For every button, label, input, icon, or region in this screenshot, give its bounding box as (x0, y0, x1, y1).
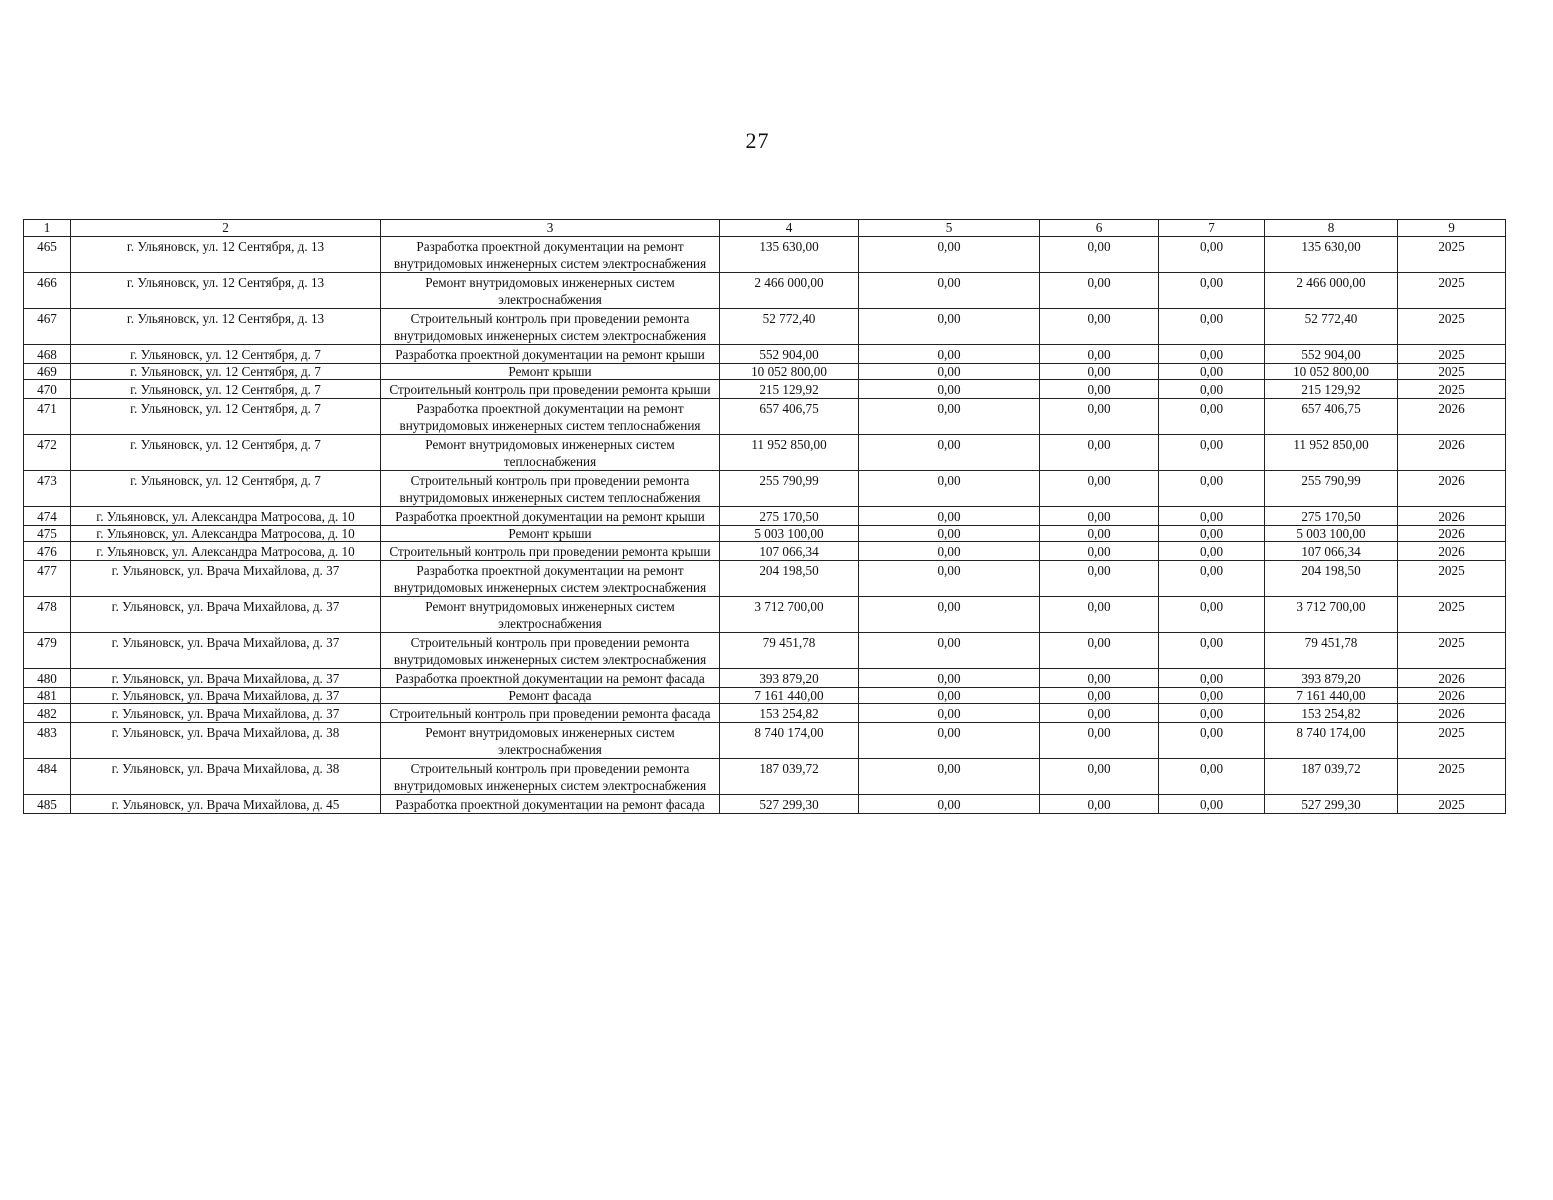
table-row (24, 759, 1506, 795)
amount-col5-cell: 0,00 (859, 561, 1040, 597)
amount-col8-cell: 107 066,34 (1265, 542, 1398, 561)
amount-col7-cell: 0,00 (1159, 723, 1265, 759)
works-table (23, 219, 1506, 814)
address-cell: г. Ульяновск, ул. Александра Матросова, д. 10 (71, 507, 381, 526)
amount-total-cell: 552 904,00 (720, 345, 859, 364)
amount-col5-cell: 0,00 (859, 704, 1040, 723)
work-type-cell: Ремонт внутридомовых инженерных систем теплоснабжения (381, 435, 720, 471)
amount-col7-cell: 0,00 (1159, 561, 1265, 597)
table-row (24, 561, 1506, 597)
work-type-cell: Строительный контроль при проведении ремонта фасада (381, 704, 720, 723)
address-cell: г. Ульяновск, ул. Врача Михайлова, д. 37 (71, 669, 381, 688)
amount-col6-cell: 0,00 (1040, 633, 1159, 669)
amount-col8-cell: 527 299,30 (1265, 795, 1398, 814)
amount-col8-cell: 552 904,00 (1265, 345, 1398, 364)
table-row (24, 526, 1506, 542)
year-cell: 2025 (1398, 759, 1506, 795)
row-number: 482 (24, 704, 71, 723)
amount-col7-cell: 0,00 (1159, 364, 1265, 380)
amount-total-cell: 8 740 174,00 (720, 723, 859, 759)
work-type-cell: Строительный контроль при проведении ремонта внутридомовых инженерных систем электроснабжения (381, 309, 720, 345)
amount-col6-cell: 0,00 (1040, 723, 1159, 759)
row-number: 470 (24, 380, 71, 399)
page-number: 27 (745, 128, 770, 153)
amount-total-cell: 79 451,78 (720, 633, 859, 669)
amount-total-cell: 52 772,40 (720, 309, 859, 345)
amount-total-cell: 153 254,82 (720, 704, 859, 723)
column-header: 6 (1040, 220, 1159, 237)
row-number: 466 (24, 273, 71, 309)
amount-col8-cell: 7 161 440,00 (1265, 688, 1398, 704)
table-row (24, 345, 1506, 364)
amount-col6-cell: 0,00 (1040, 309, 1159, 345)
amount-col8-cell: 10 052 800,00 (1265, 364, 1398, 380)
work-type-cell: Разработка проектной документации на ремонт внутридомовых инженерных систем электроснабжения (381, 237, 720, 273)
amount-col5-cell: 0,00 (859, 669, 1040, 688)
amount-col5-cell: 0,00 (859, 273, 1040, 309)
row-number: 473 (24, 471, 71, 507)
work-type-cell: Разработка проектной документации на ремонт внутридомовых инженерных систем теплоснабжения (381, 399, 720, 435)
amount-total-cell: 11 952 850,00 (720, 435, 859, 471)
row-number: 481 (24, 688, 71, 704)
row-number: 485 (24, 795, 71, 814)
amount-col6-cell: 0,00 (1040, 688, 1159, 704)
amount-col8-cell: 52 772,40 (1265, 309, 1398, 345)
amount-col8-cell: 393 879,20 (1265, 669, 1398, 688)
amount-col5-cell: 0,00 (859, 345, 1040, 364)
amount-col7-cell: 0,00 (1159, 237, 1265, 273)
amount-col5-cell: 0,00 (859, 795, 1040, 814)
table-row (24, 399, 1506, 435)
row-number: 472 (24, 435, 71, 471)
amount-col5-cell: 0,00 (859, 633, 1040, 669)
amount-col7-cell: 0,00 (1159, 526, 1265, 542)
amount-col7-cell: 0,00 (1159, 273, 1265, 309)
amount-total-cell: 527 299,30 (720, 795, 859, 814)
table-row (24, 309, 1506, 345)
amount-col6-cell: 0,00 (1040, 380, 1159, 399)
amount-col6-cell: 0,00 (1040, 273, 1159, 309)
table-row (24, 795, 1506, 814)
amount-col7-cell: 0,00 (1159, 795, 1265, 814)
amount-col6-cell: 0,00 (1040, 669, 1159, 688)
year-cell: 2026 (1398, 399, 1506, 435)
year-cell: 2025 (1398, 795, 1506, 814)
year-cell: 2026 (1398, 542, 1506, 561)
amount-col8-cell: 8 740 174,00 (1265, 723, 1398, 759)
year-cell: 2026 (1398, 471, 1506, 507)
address-cell: г. Ульяновск, ул. Врача Михайлова, д. 37 (71, 704, 381, 723)
amount-total-cell: 187 039,72 (720, 759, 859, 795)
amount-col8-cell: 153 254,82 (1265, 704, 1398, 723)
amount-col5-cell: 0,00 (859, 309, 1040, 345)
amount-col7-cell: 0,00 (1159, 704, 1265, 723)
amount-total-cell: 107 066,34 (720, 542, 859, 561)
address-cell: г. Ульяновск, ул. 12 Сентября, д. 7 (71, 399, 381, 435)
row-number: 484 (24, 759, 71, 795)
year-cell: 2025 (1398, 633, 1506, 669)
column-header: 8 (1265, 220, 1398, 237)
amount-col7-cell: 0,00 (1159, 542, 1265, 561)
year-cell: 2025 (1398, 309, 1506, 345)
row-number: 471 (24, 399, 71, 435)
row-number: 480 (24, 669, 71, 688)
amount-col6-cell: 0,00 (1040, 471, 1159, 507)
table-row (24, 471, 1506, 507)
amount-col5-cell: 0,00 (859, 471, 1040, 507)
address-cell: г. Ульяновск, ул. 12 Сентября, д. 13 (71, 237, 381, 273)
work-type-cell: Ремонт крыши (381, 364, 720, 380)
address-cell: г. Ульяновск, ул. 12 Сентября, д. 13 (71, 309, 381, 345)
amount-col5-cell: 0,00 (859, 759, 1040, 795)
year-cell: 2026 (1398, 669, 1506, 688)
amount-col5-cell: 0,00 (859, 507, 1040, 526)
row-number: 475 (24, 526, 71, 542)
table-row (24, 364, 1506, 380)
address-cell: г. Ульяновск, ул. Врача Михайлова, д. 37 (71, 561, 381, 597)
amount-total-cell: 5 003 100,00 (720, 526, 859, 542)
table-row (24, 380, 1506, 399)
table-row (24, 633, 1506, 669)
column-header: 1 (24, 220, 71, 237)
amount-col8-cell: 657 406,75 (1265, 399, 1398, 435)
year-cell: 2026 (1398, 435, 1506, 471)
address-cell: г. Ульяновск, ул. 12 Сентября, д. 13 (71, 273, 381, 309)
year-cell: 2025 (1398, 364, 1506, 380)
amount-col7-cell: 0,00 (1159, 471, 1265, 507)
amount-col5-cell: 0,00 (859, 688, 1040, 704)
amount-col5-cell: 0,00 (859, 399, 1040, 435)
amount-col8-cell: 2 466 000,00 (1265, 273, 1398, 309)
amount-col7-cell: 0,00 (1159, 759, 1265, 795)
table-row (24, 597, 1506, 633)
address-cell: г. Ульяновск, ул. Александра Матросова, д. 10 (71, 526, 381, 542)
work-type-cell: Ремонт крыши (381, 526, 720, 542)
amount-col6-cell: 0,00 (1040, 237, 1159, 273)
column-header: 9 (1398, 220, 1506, 237)
year-cell: 2026 (1398, 704, 1506, 723)
table-header-row (24, 220, 1506, 237)
row-number: 469 (24, 364, 71, 380)
amount-col7-cell: 0,00 (1159, 345, 1265, 364)
amount-total-cell: 10 052 800,00 (720, 364, 859, 380)
address-cell: г. Ульяновск, ул. Врача Михайлова, д. 45 (71, 795, 381, 814)
year-cell: 2025 (1398, 273, 1506, 309)
work-type-cell: Ремонт внутридомовых инженерных систем электроснабжения (381, 597, 720, 633)
year-cell: 2025 (1398, 345, 1506, 364)
amount-col7-cell: 0,00 (1159, 633, 1265, 669)
address-cell: г. Ульяновск, ул. Александра Матросова, д. 10 (71, 542, 381, 561)
amount-total-cell: 3 712 700,00 (720, 597, 859, 633)
amount-col6-cell: 0,00 (1040, 704, 1159, 723)
work-type-cell: Ремонт внутридомовых инженерных систем электроснабжения (381, 723, 720, 759)
amount-col8-cell: 3 712 700,00 (1265, 597, 1398, 633)
year-cell: 2026 (1398, 526, 1506, 542)
amount-col6-cell: 0,00 (1040, 435, 1159, 471)
amount-total-cell: 204 198,50 (720, 561, 859, 597)
amount-total-cell: 255 790,99 (720, 471, 859, 507)
row-number: 468 (24, 345, 71, 364)
year-cell: 2026 (1398, 507, 1506, 526)
row-number: 477 (24, 561, 71, 597)
amount-col8-cell: 187 039,72 (1265, 759, 1398, 795)
amount-col7-cell: 0,00 (1159, 309, 1265, 345)
year-cell: 2025 (1398, 237, 1506, 273)
column-header: 7 (1159, 220, 1265, 237)
row-number: 465 (24, 237, 71, 273)
amount-total-cell: 215 129,92 (720, 380, 859, 399)
work-type-cell: Разработка проектной документации на ремонт крыши (381, 345, 720, 364)
year-cell: 2025 (1398, 723, 1506, 759)
row-number: 479 (24, 633, 71, 669)
amount-col8-cell: 11 952 850,00 (1265, 435, 1398, 471)
work-type-cell: Ремонт фасада (381, 688, 720, 704)
work-type-cell: Разработка проектной документации на ремонт фасада (381, 795, 720, 814)
table-row (24, 669, 1506, 688)
amount-col5-cell: 0,00 (859, 597, 1040, 633)
amount-col6-cell: 0,00 (1040, 542, 1159, 561)
year-cell: 2025 (1398, 561, 1506, 597)
work-type-cell: Ремонт внутридомовых инженерных систем электроснабжения (381, 273, 720, 309)
amount-col5-cell: 0,00 (859, 435, 1040, 471)
amount-col6-cell: 0,00 (1040, 759, 1159, 795)
column-header: 4 (720, 220, 859, 237)
amount-total-cell: 7 161 440,00 (720, 688, 859, 704)
address-cell: г. Ульяновск, ул. Врача Михайлова, д. 38 (71, 759, 381, 795)
row-number: 476 (24, 542, 71, 561)
amount-col8-cell: 135 630,00 (1265, 237, 1398, 273)
year-cell: 2025 (1398, 597, 1506, 633)
address-cell: г. Ульяновск, ул. Врача Михайлова, д. 37 (71, 633, 381, 669)
table-row (24, 542, 1506, 561)
amount-col8-cell: 5 003 100,00 (1265, 526, 1398, 542)
table-row (24, 435, 1506, 471)
amount-col7-cell: 0,00 (1159, 399, 1265, 435)
amount-total-cell: 657 406,75 (720, 399, 859, 435)
year-cell: 2025 (1398, 380, 1506, 399)
amount-col7-cell: 0,00 (1159, 435, 1265, 471)
work-type-cell: Строительный контроль при проведении ремонта внутридомовых инженерных систем электроснабжения (381, 759, 720, 795)
amount-total-cell: 393 879,20 (720, 669, 859, 688)
amount-col6-cell: 0,00 (1040, 364, 1159, 380)
amount-col5-cell: 0,00 (859, 542, 1040, 561)
column-header: 3 (381, 220, 720, 237)
work-type-cell: Строительный контроль при проведении ремонта внутридомовых инженерных систем теплоснабжения (381, 471, 720, 507)
amount-total-cell: 135 630,00 (720, 237, 859, 273)
amount-col8-cell: 275 170,50 (1265, 507, 1398, 526)
address-cell: г. Ульяновск, ул. 12 Сентября, д. 7 (71, 364, 381, 380)
table-row (24, 273, 1506, 309)
table-row (24, 704, 1506, 723)
address-cell: г. Ульяновск, ул. 12 Сентября, д. 7 (71, 435, 381, 471)
table-row (24, 723, 1506, 759)
work-type-cell: Строительный контроль при проведении ремонта внутридомовых инженерных систем электроснабжения (381, 633, 720, 669)
amount-total-cell: 2 466 000,00 (720, 273, 859, 309)
amount-col6-cell: 0,00 (1040, 399, 1159, 435)
row-number: 467 (24, 309, 71, 345)
work-type-cell: Строительный контроль при проведении ремонта крыши (381, 380, 720, 399)
amount-col5-cell: 0,00 (859, 380, 1040, 399)
amount-col6-cell: 0,00 (1040, 526, 1159, 542)
address-cell: г. Ульяновск, ул. 12 Сентября, д. 7 (71, 471, 381, 507)
amount-col6-cell: 0,00 (1040, 561, 1159, 597)
table-row (24, 507, 1506, 526)
amount-col8-cell: 255 790,99 (1265, 471, 1398, 507)
column-header: 2 (71, 220, 381, 237)
amount-col7-cell: 0,00 (1159, 669, 1265, 688)
row-number: 478 (24, 597, 71, 633)
address-cell: г. Ульяновск, ул. 12 Сентября, д. 7 (71, 380, 381, 399)
amount-col8-cell: 79 451,78 (1265, 633, 1398, 669)
column-header: 5 (859, 220, 1040, 237)
amount-col5-cell: 0,00 (859, 237, 1040, 273)
amount-col7-cell: 0,00 (1159, 688, 1265, 704)
year-cell: 2026 (1398, 688, 1506, 704)
amount-total-cell: 275 170,50 (720, 507, 859, 526)
amount-col7-cell: 0,00 (1159, 597, 1265, 633)
amount-col5-cell: 0,00 (859, 723, 1040, 759)
amount-col8-cell: 204 198,50 (1265, 561, 1398, 597)
work-type-cell: Разработка проектной документации на ремонт крыши (381, 507, 720, 526)
amount-col5-cell: 0,00 (859, 364, 1040, 380)
amount-col7-cell: 0,00 (1159, 507, 1265, 526)
table-body (24, 237, 1506, 814)
address-cell: г. Ульяновск, ул. Врача Михайлова, д. 37 (71, 597, 381, 633)
table-row (24, 688, 1506, 704)
work-type-cell: Строительный контроль при проведении ремонта крыши (381, 542, 720, 561)
amount-col6-cell: 0,00 (1040, 597, 1159, 633)
amount-col6-cell: 0,00 (1040, 795, 1159, 814)
table-row (24, 237, 1506, 273)
address-cell: г. Ульяновск, ул. 12 Сентября, д. 7 (71, 345, 381, 364)
amount-col6-cell: 0,00 (1040, 507, 1159, 526)
amount-col5-cell: 0,00 (859, 526, 1040, 542)
address-cell: г. Ульяновск, ул. Врача Михайлова, д. 37 (71, 688, 381, 704)
row-number: 474 (24, 507, 71, 526)
amount-col8-cell: 215 129,92 (1265, 380, 1398, 399)
row-number: 483 (24, 723, 71, 759)
work-type-cell: Разработка проектной документации на ремонт фасада (381, 669, 720, 688)
amount-col6-cell: 0,00 (1040, 345, 1159, 364)
address-cell: г. Ульяновск, ул. Врача Михайлова, д. 38 (71, 723, 381, 759)
amount-col7-cell: 0,00 (1159, 380, 1265, 399)
work-type-cell: Разработка проектной документации на ремонт внутридомовых инженерных систем электроснабжения (381, 561, 720, 597)
